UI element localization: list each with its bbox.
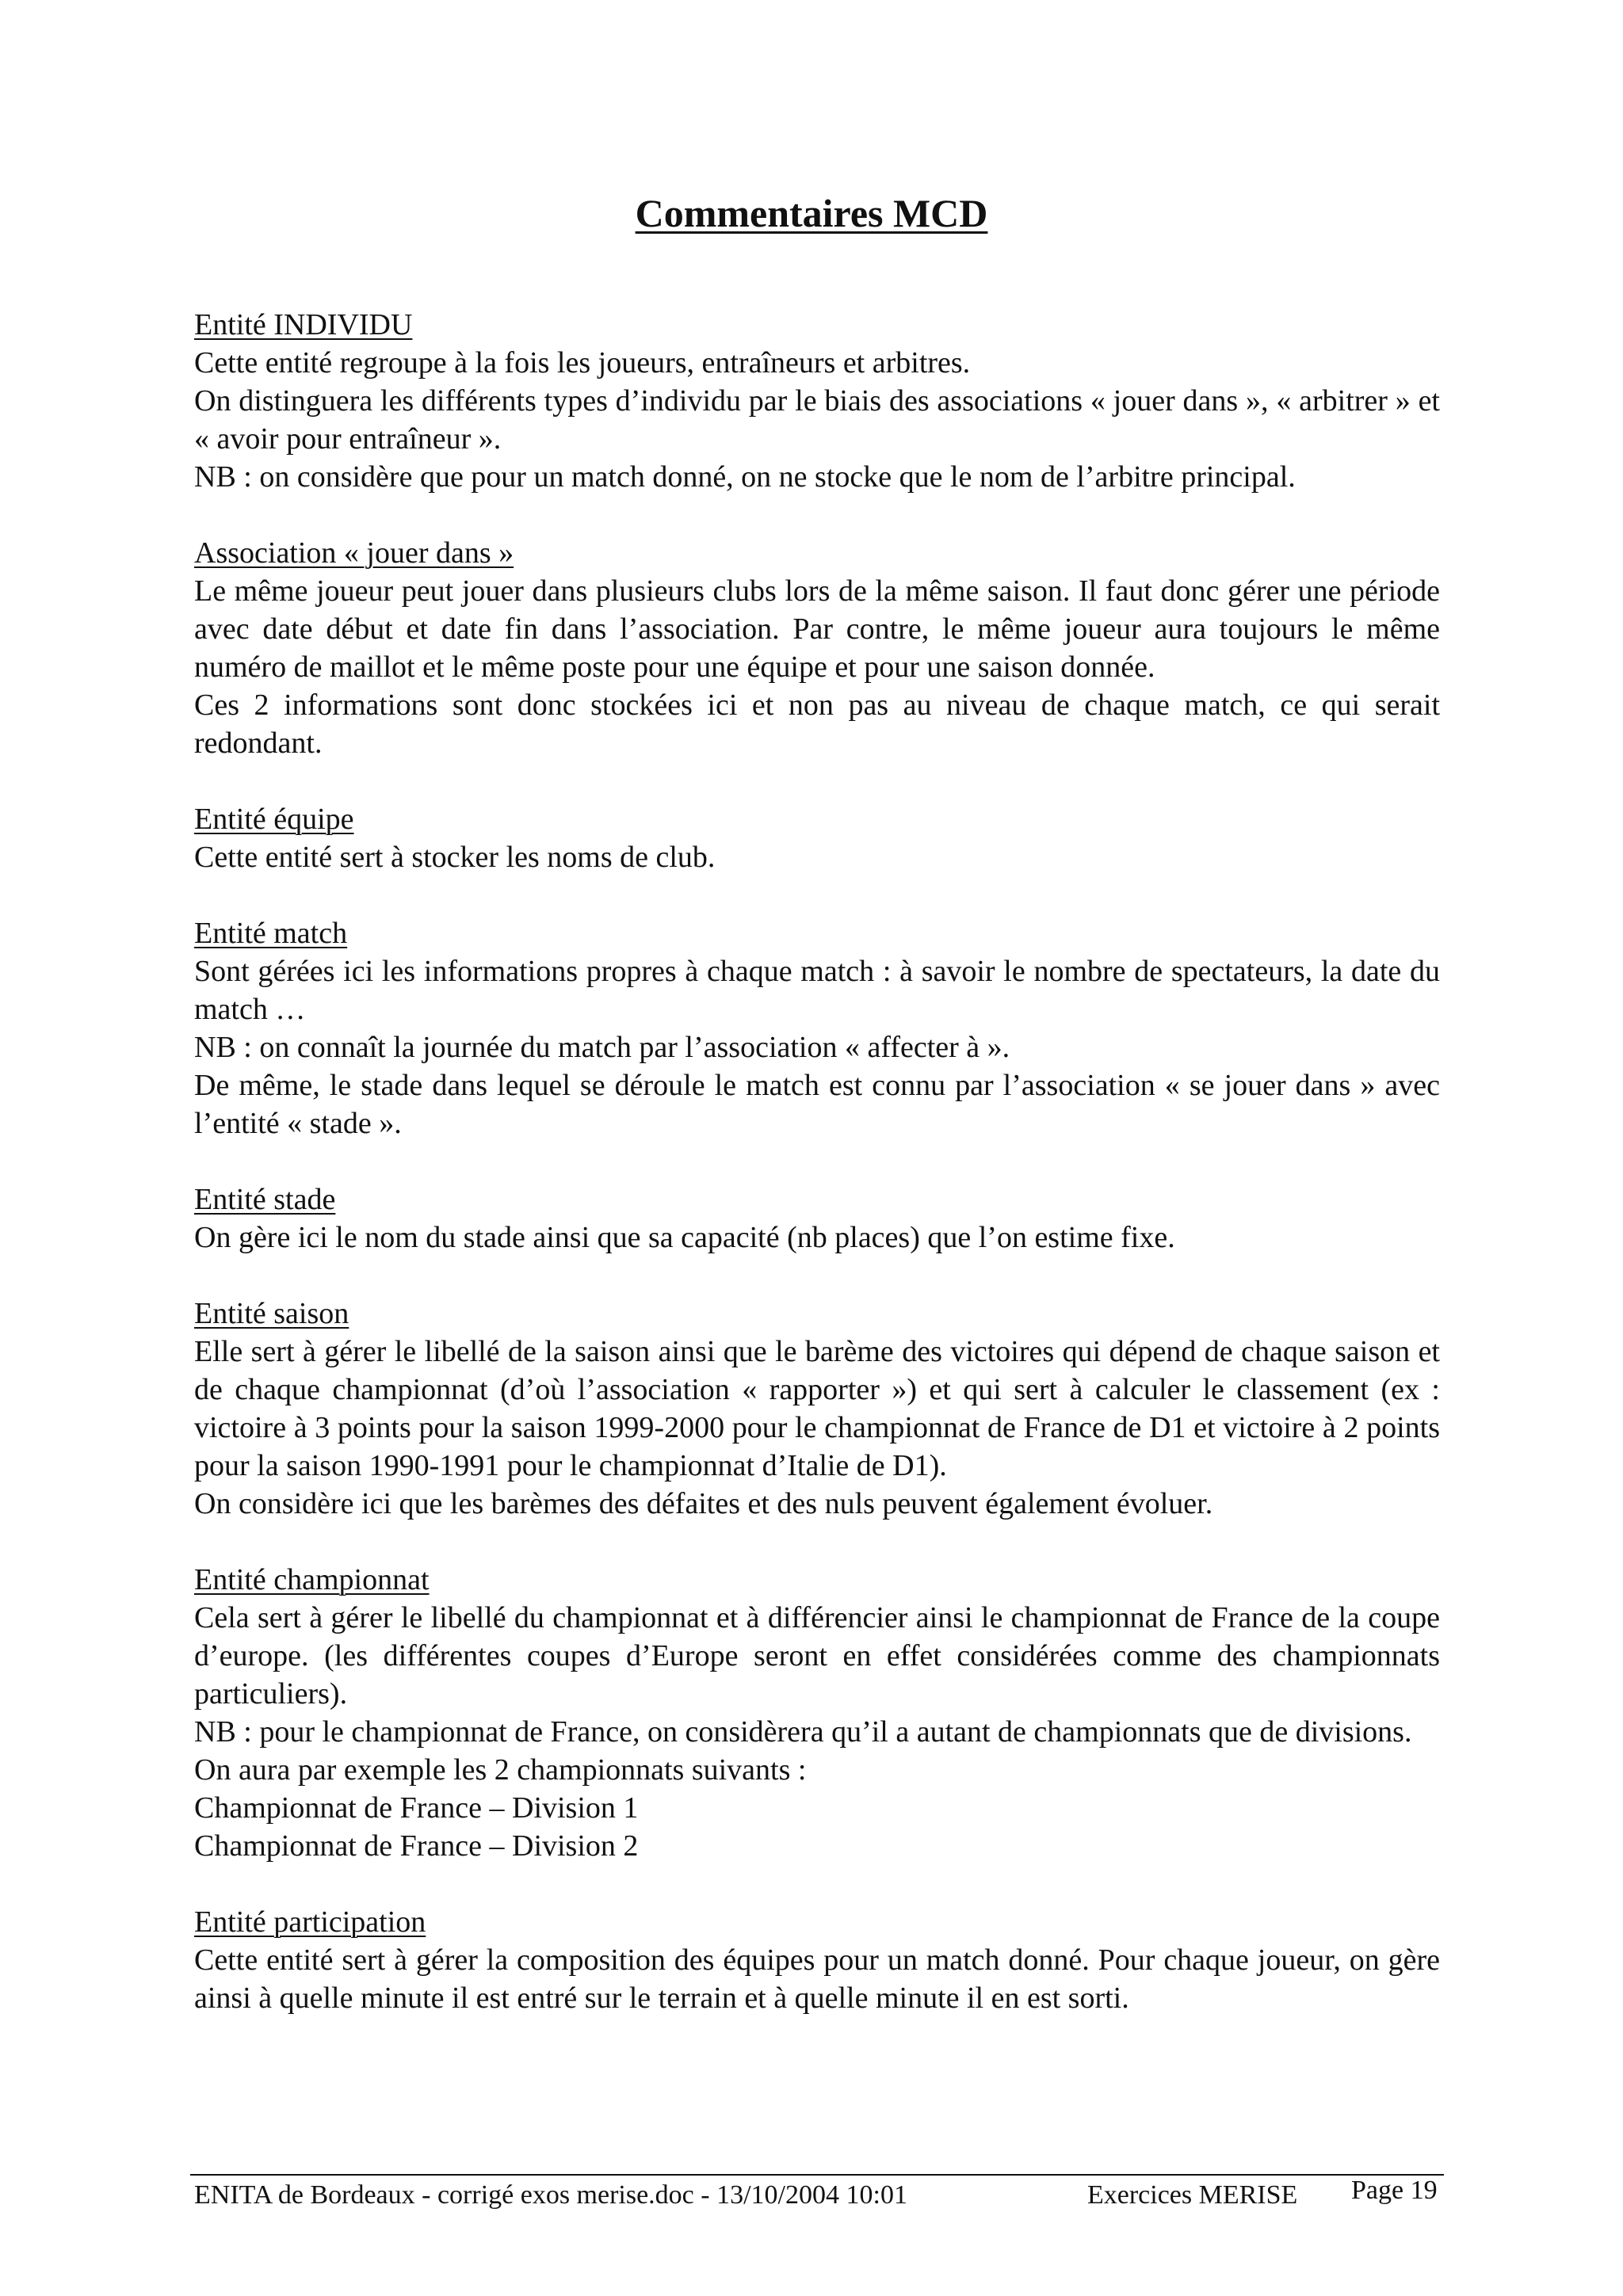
section-entite-saison (194, 1295, 1440, 1523)
section-paragraph: Sont gérées ici les informations propres à chaque match : à savoir le nombre de spectateurs, la date du match … (194, 955, 1440, 1026)
section-heading: Entité INDIVIDU (194, 308, 413, 341)
section-line: Championnat de France – Division 1 (194, 1791, 639, 1825)
document-body (194, 306, 1440, 2055)
section-entite-equipe (194, 800, 1440, 876)
section-paragraph: De même, le stade dans lequel se déroule le match est connu par l’association « se jouer dans » avec l’entité « stade ». (194, 1069, 1440, 1140)
section-paragraph: Elle sert à gérer le libellé de la saison ainsi que le barème des victoires qui dépend de chaque saison et de chaque championnat (d’où l’association « rapporter ») et qui sert à calculer le classement (ex : victoire à 3 points pour la saison 1999-2000 pour le championnat de France de D1 et victoire à 2 points pour la saison 1990-1991 pour le championnat d’Italie de D1). (194, 1335, 1440, 1482)
section-heading: Association « jouer dans » (194, 536, 514, 570)
section-line: On aura par exemple les 2 championnats suivants : (194, 1753, 807, 1787)
section-entite-individu (194, 306, 1440, 496)
section-paragraph: Le même joueur peut jouer dans plusieurs clubs lors de la même saison. Il faut donc gérer une période avec date début et date fin dans l’association. Par contre, le même joueur aura toujours le même numéro de maillot et le même poste pour une équipe et pour une saison donnée. (194, 574, 1440, 684)
section-entite-championnat (194, 1561, 1440, 1865)
section-heading: Entité match (194, 917, 348, 950)
section-heading: Entité équipe (194, 803, 354, 836)
section-line: Championnat de France – Division 2 (194, 1829, 639, 1863)
footer-document-info: ENITA de Bordeaux - corrigé exos merise.doc - 13/10/2004 10:01 (194, 2180, 907, 2210)
section-entite-match (194, 914, 1440, 1142)
footer-divider (190, 2174, 1444, 2176)
section-heading: Entité saison (194, 1297, 349, 1330)
section-paragraph: On considère ici que les barèmes des défaites et des nuls peuvent également évoluer. (194, 1487, 1213, 1520)
footer-page-number: Page 19 (1351, 2176, 1438, 2205)
section-heading: Entité participation (194, 1905, 426, 1939)
footer-course-title: Exercices MERISE (1087, 2180, 1298, 2210)
section-paragraph: Cette entité regroupe à la fois les joueurs, entraîneurs et arbitres. (194, 346, 971, 379)
section-paragraph: NB : on connaît la journée du match par l’association « affecter à ». (194, 1031, 1010, 1064)
section-heading: Entité championnat (194, 1563, 430, 1596)
section-paragraph: Cette entité sert à stocker les noms de club. (194, 841, 716, 874)
page-title (0, 190, 1623, 236)
section-paragraph: NB : on considère que pour un match donné, on ne stocke que le nom de l’arbitre principal. (194, 460, 1296, 494)
section-entite-stade (194, 1180, 1440, 1257)
section-paragraph: On gère ici le nom du stade ainsi que sa capacité (nb places) que l’on estime fixe. (194, 1221, 1175, 1254)
section-paragraph: NB : pour le championnat de France, on considèrera qu’il a autant de championnats que de divisions. (194, 1715, 1412, 1749)
section-association-jouer-dans (194, 534, 1440, 762)
section-heading: Entité stade (194, 1183, 336, 1216)
section-paragraph: Cela sert à gérer le libellé du championnat et à différencier ainsi le championnat de France de la coupe d’europe. (les différentes coupes d’Europe seront en effet considérées comme des championnats particuliers). (194, 1601, 1440, 1711)
section-entite-participation (194, 1903, 1440, 2017)
page-title-text: Commentaires MCD (635, 191, 988, 235)
section-paragraph: On distinguera les différents types d’individu par le biais des associations « jouer dans », « arbitrer » et « avoir pour entraîneur ». (194, 384, 1440, 456)
section-paragraph: Ces 2 informations sont donc stockées ici et non pas au niveau de chaque match, ce qui serait redondant. (194, 688, 1440, 760)
section-paragraph: Cette entité sert à gérer la composition des équipes pour un match donné. Pour chaque joueur, on gère ainsi à quelle minute il est entré sur le terrain et à quelle minute il en est sorti. (194, 1943, 1440, 2015)
